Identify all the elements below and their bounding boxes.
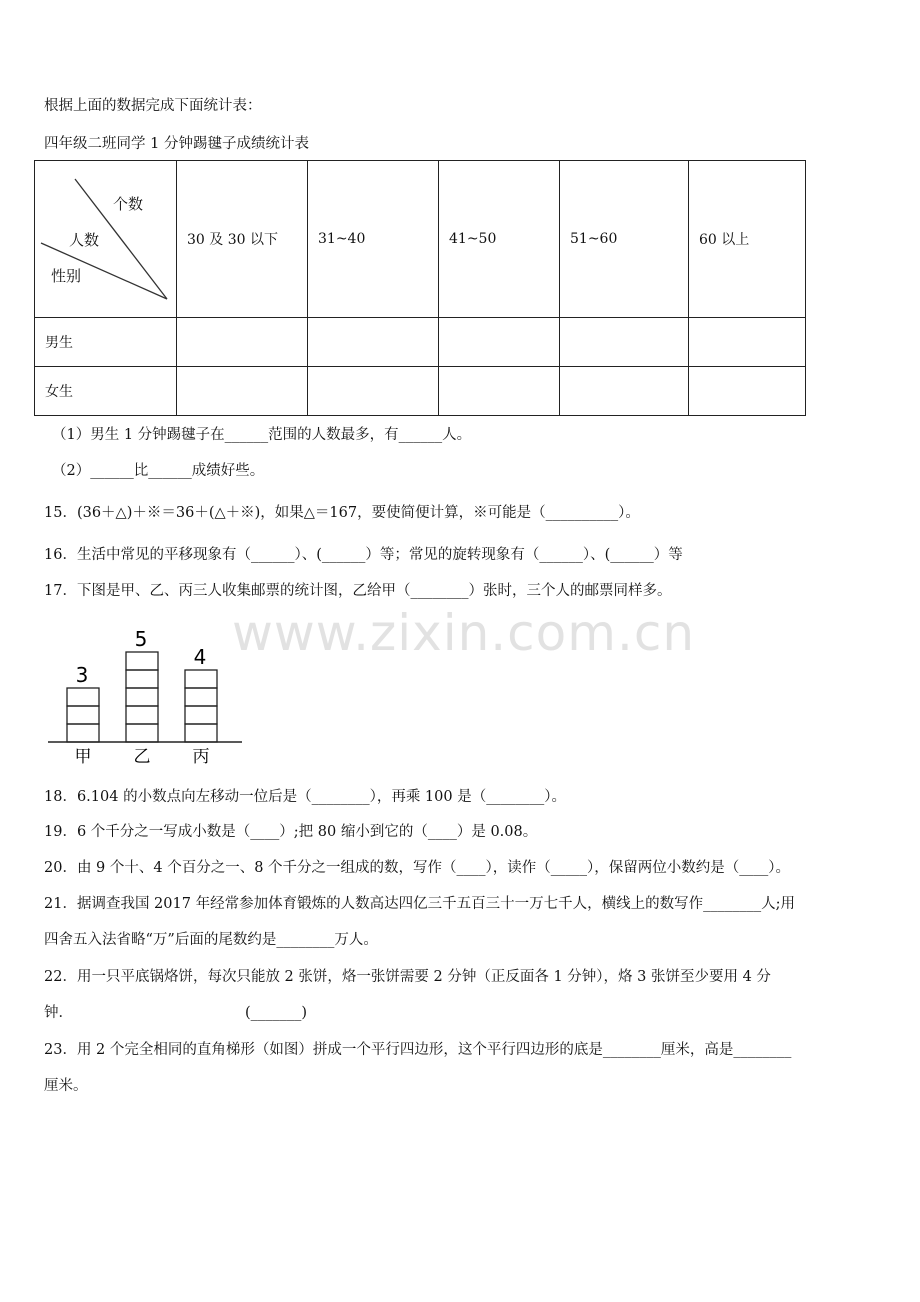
table-title: 四年级二班同学 1 分钟踢毽子成绩统计表 [44,136,309,152]
question-22-line1: 22．用一只平底锅烙饼，每次只能放 2 张饼，烙一张饼需要 2 分钟（正反面各 1 分钟），烙 3 张饼至少要用 4 分 [44,969,771,985]
question-18: 18．6.104 的小数点向左移动一位后是（________），再乘 100 是（________）。 [44,789,566,805]
bar-square [126,706,158,724]
category-label: 丙 [192,747,210,767]
table-cell[interactable] [308,318,439,367]
table-cell[interactable] [308,367,439,416]
bar-square [185,706,217,724]
column-header: 60 以上 [689,161,806,318]
bar-value-label: 5 [134,627,148,651]
diagonal-header-cell [35,161,177,318]
question-23-line1: 23．用 2 个完全相同的直角梯形（如图）拼成一个平行四边形，这个平行四边形的底是________厘米，高是________ [44,1042,792,1058]
bar-square [185,670,217,688]
question-23-line2: 厘米。 [44,1078,88,1094]
question-20: 20．由 9 个十、4 个百分之一、8 个千分之一组成的数，写作（____），读作（_____），保留两位小数约是（____）。 [44,860,791,876]
bar-square [185,724,217,742]
column-header: 51~60 [560,161,689,318]
bar-square [126,724,158,742]
question-19: 19．6 个千分之一写成小数是（____）;把 80 缩小到它的（____）是 0.08。 [44,824,538,840]
watermark: www.zixin.com.cn [232,604,696,662]
row-label-boys: 男生 [35,318,177,367]
row-label-girls: 女生 [35,367,177,416]
category-label: 甲 [74,747,92,767]
bar-square [67,688,99,706]
corner-label-count: 个数 [113,195,144,213]
table-cell[interactable] [439,318,560,367]
column-header: 41~50 [439,161,560,318]
column-header: 31~40 [308,161,439,318]
bar-square [67,724,99,742]
bar-square [67,706,99,724]
question-16: 16．生活中常见的平移现象有（______）、(______）等；常见的旋转现象有（______）、(______）等 [44,547,683,563]
bar-square [126,652,158,670]
table-row [35,367,806,416]
table-cell[interactable] [439,367,560,416]
table-cell[interactable] [177,367,308,416]
question-21-line1: 21．据调查我国 2017 年经常参加体育锻炼的人数高达四亿三千五百三十一万七千人，横线上的数写作________人;用 [44,896,795,912]
table-cell[interactable] [560,318,689,367]
question-22-answer-blank[interactable]: (_______) [245,1005,308,1021]
table-cell[interactable] [177,318,308,367]
question-22-line2: 钟． [44,1005,73,1021]
corner-label-gender: 性别 [51,267,82,285]
category-label: 乙 [133,747,151,767]
diagonal-lines [35,161,176,317]
question-2: （2）______比______成绩好些。 [52,463,265,479]
column-header: 30 及 30 以下 [177,161,308,318]
bar-value-label: 4 [193,645,207,669]
question-15: 15．(36＋△)＋※＝36＋(△＋※)，如果△＝167，要使简便计算，※可能是（__________）。 [44,505,640,521]
intro-text: 根据上面的数据完成下面统计表： [44,98,262,114]
bar-value-label: 3 [75,663,89,687]
question-21-line2: 四舍五入法省略“万”后面的尾数约是________万人。 [44,932,378,948]
stamp-bar-chart [44,614,254,774]
corner-label-people: 人数 [69,231,100,249]
stats-table [34,160,806,416]
table-cell[interactable] [560,367,689,416]
bar-square [126,670,158,688]
table-cell[interactable] [689,367,806,416]
bar-square [126,688,158,706]
question-1: （1）男生 1 分钟踢毽子在______范围的人数最多，有______人。 [52,427,472,443]
table-row [35,318,806,367]
question-17: 17．下图是甲、乙、丙三人收集邮票的统计图，乙给甲（________）张时，三个人的邮票同样多。 [44,583,672,599]
table-header-row [35,161,806,318]
bar-square [185,688,217,706]
table-cell[interactable] [689,318,806,367]
